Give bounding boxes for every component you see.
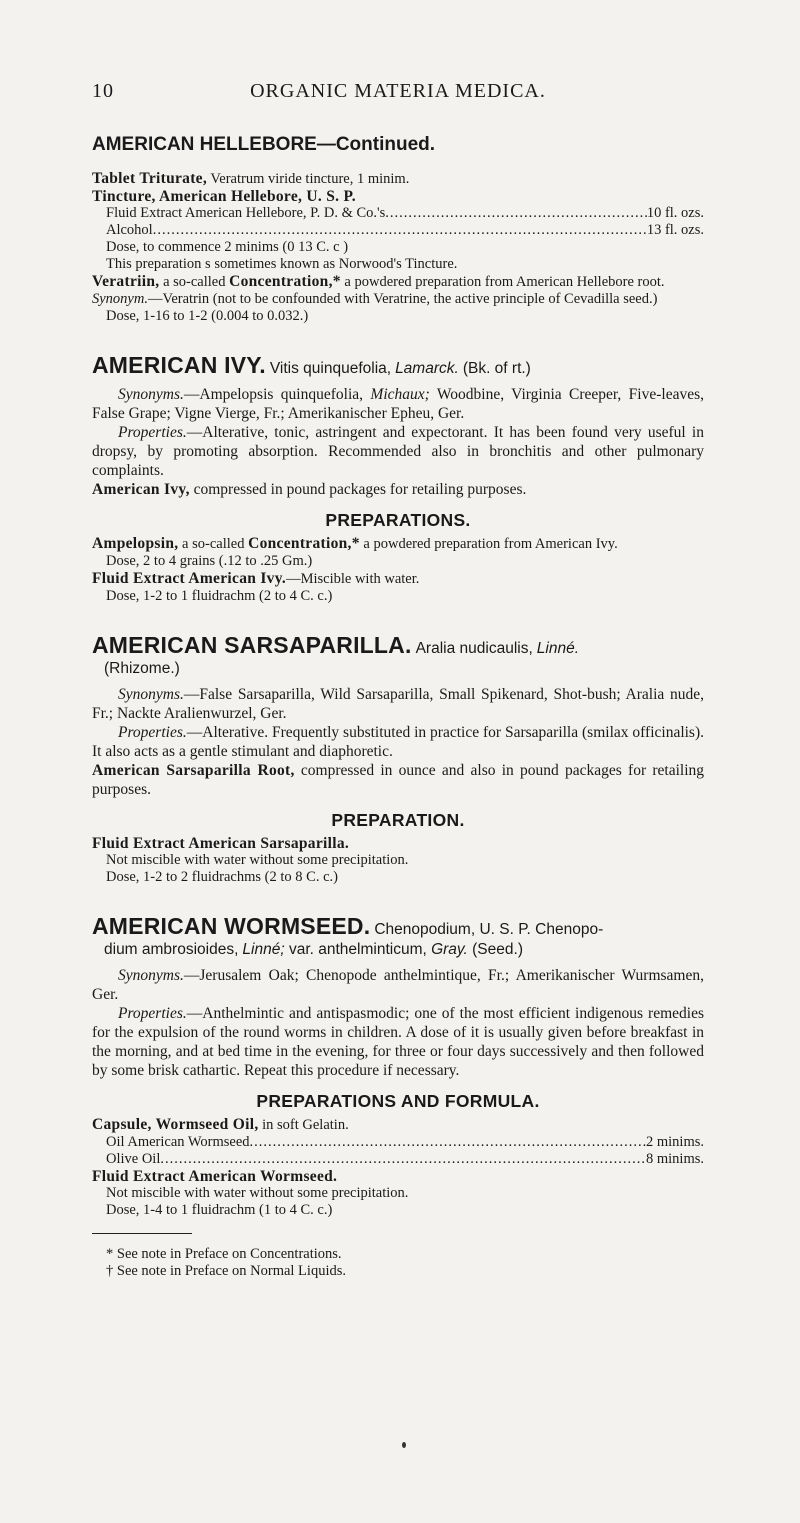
drug-title: AMERICAN SARSAPARILLA. <box>92 632 412 658</box>
dose-line: Dose, 1-4 to 1 fluidrachm (1 to 4 C. c.) <box>106 1202 333 1218</box>
author-italic: Michaux; <box>370 386 430 403</box>
properties-paragraph <box>92 723 704 761</box>
plant-part: (Seed.) <box>467 941 523 958</box>
latin-name: Chenopodium, U. S. P. Chenopo- <box>374 921 604 938</box>
properties-text: —Alterative, tonic, astringent and expectorant. It has been found very useful in dropsy, by promoting absorption. Recommended also in bronchitis and other pulmonary complaints. <box>92 424 704 479</box>
section-american-hellebore-continued <box>92 134 704 325</box>
latin-name: Aralia nudicaulis, <box>415 640 533 657</box>
leader-dots <box>160 1151 646 1168</box>
entry-label: Tablet Triturate, <box>92 170 208 187</box>
botanical-author: Linné. <box>536 640 580 657</box>
ingredient-line <box>92 205 704 222</box>
leader-dots <box>385 205 647 222</box>
compressed-paragraph <box>92 480 704 499</box>
page-number: 10 <box>92 80 114 102</box>
entry-label: Ampelopsin, <box>92 535 179 552</box>
entry-label: Fluid Extract American Wormseed. <box>92 1168 338 1185</box>
footnote: * See note in Preface on Concentrations. <box>106 1246 342 1262</box>
entry-label: Capsule, Wormseed Oil, <box>92 1116 259 1133</box>
synonyms-paragraph <box>92 385 704 423</box>
botanical-author: Lamarck. <box>395 360 459 377</box>
fluid-extract-entry <box>92 835 704 886</box>
entry-text: a so-called <box>178 536 249 552</box>
drug-title: AMERICAN WORMSEED. <box>92 913 371 939</box>
compressed-paragraph <box>92 761 704 799</box>
leader-dots <box>250 1134 646 1151</box>
tablet-triturate-entry <box>92 170 704 188</box>
synonym-label: Synonym. <box>92 291 148 307</box>
entry-text: Not miscible with water without some precipitation. <box>106 1185 409 1201</box>
synonyms-text: Woodbine, Virginia Creeper, Five-leaves, False Grape; Vigne Vierge, Fr.; Amerikanischer Epheu, Ger. <box>92 386 704 422</box>
ingredient-name: Fluid Extract American Hellebore, P. D. & Co.'s <box>106 205 386 221</box>
plant-part: (Rhizome.) <box>104 660 180 677</box>
running-head <box>92 80 704 120</box>
ingredient-line <box>92 1151 704 1168</box>
synonyms-paragraph <box>92 685 704 723</box>
preparations-heading: PREPARATIONS AND FORMULA. <box>256 1091 540 1111</box>
latin-name: Vitis quinquefolia, <box>269 360 392 377</box>
concentration-label: Concentration,* <box>248 535 360 552</box>
dose-line: Dose, 1-2 to 2 fluidrachms (2 to 8 C. c.) <box>106 869 338 885</box>
synonyms-label: Synonyms. <box>118 967 184 984</box>
synonyms-label: Synonyms. <box>118 686 184 703</box>
entry-text: a powdered preparation from American Hellebore root. <box>340 274 665 290</box>
entry-text: compressed in ounce and also in pound packages for retailing purposes. <box>92 762 704 798</box>
synonym-text: —Veratrin (not to be confounded with Veratrine, the active principle of Cevadilla seed.) <box>147 291 658 307</box>
footnote-rule <box>92 1233 192 1234</box>
fluid-extract-entry <box>92 1168 704 1219</box>
concentration-label: Concentration,* <box>229 273 341 290</box>
book-page <box>0 80 800 1523</box>
tincture-entry <box>92 188 704 273</box>
capsule-entry <box>92 1116 704 1168</box>
ingredient-name: Olive Oil <box>106 1151 161 1167</box>
ingredient-line <box>92 222 704 239</box>
section-heading <box>92 632 704 679</box>
synonyms-text: —Ampelopsis quinquefolia, <box>183 386 371 403</box>
dose-line: Dose, to commence 2 minims (0 13 C. c ) <box>106 239 349 255</box>
entry-text: Veratrum viride tincture, 1 minim. <box>207 171 410 187</box>
properties-label: Properties. <box>118 1005 187 1022</box>
preparations-heading: PREPARATIONS. <box>325 510 471 530</box>
plant-part: (Bk. of rt.) <box>462 360 531 377</box>
latin-name: dium ambrosioides, <box>104 941 239 958</box>
ingredient-qty: 10 fl. ozs. <box>646 205 704 221</box>
section-heading <box>92 352 704 379</box>
entry-text: compressed in pound packages for retailing purposes. <box>189 481 527 498</box>
synonyms-label: Synonyms. <box>118 386 184 403</box>
latin-variety: var. anthelminticum, <box>284 941 432 958</box>
properties-text: —Alterative. Frequently substituted in practice for Sarsaparilla (smilax officinalis). It also acts as a gentle stimulant and diaphoretic. <box>92 724 704 760</box>
ingredient-qty: 13 fl. ozs. <box>646 222 704 238</box>
dose-line: Dose, 1-16 to 1-2 (0.004 to 0.032.) <box>106 308 309 324</box>
ingredient-name: Oil American Wormseed <box>106 1134 250 1150</box>
section-american-sarsaparilla <box>92 632 704 886</box>
botanical-author: Gray. <box>431 941 468 958</box>
dose-line: Dose, 1-2 to 1 fluidrachm (2 to 4 C. c.) <box>106 588 333 604</box>
veratriin-entry <box>92 273 704 325</box>
entry-label: Fluid Extract American Ivy. <box>92 570 287 587</box>
ingredient-name: Alcohol <box>106 222 153 238</box>
properties-text: —Anthelmintic and antispasmodic; one of the most efficient indigenous remedies for the expulsion of the round worms in children. A dose of it is usually given before breakfast in the morning, and at bed time in the evening, for three or four days successively and then followed by some brisk cathartic. Repeat this procedure if necessary. <box>92 1005 704 1079</box>
section-heading: AMERICAN HELLEBORE—Continued. <box>92 134 436 155</box>
ingredient-qty: 2 minims. <box>645 1134 704 1150</box>
running-title: ORGANIC MATERIA MEDICA. <box>250 80 546 102</box>
preparation-heading: PREPARATION. <box>331 810 465 830</box>
entry-label: American Sarsaparilla Root, <box>92 762 295 779</box>
entry-text: —Miscible with water. <box>286 571 420 587</box>
properties-label: Properties. <box>118 724 187 741</box>
section-heading <box>92 913 704 960</box>
properties-paragraph <box>92 423 704 480</box>
section-american-ivy <box>92 352 704 605</box>
entry-text: a powdered preparation from American Ivy. <box>359 536 618 552</box>
drug-title: AMERICAN IVY. <box>92 352 266 378</box>
properties-label: Properties. <box>118 424 187 441</box>
entry-label: Veratriin, <box>92 273 160 290</box>
entry-label: Fluid Extract American Sarsaparilla. <box>92 835 350 852</box>
leader-dots <box>153 222 647 239</box>
entry-text: a so-called <box>159 274 230 290</box>
footnote: † See note in Preface on Normal Liquids. <box>106 1263 346 1279</box>
entry-text: Not miscible with water without some precipitation. <box>106 852 409 868</box>
synonyms-paragraph <box>92 966 704 1004</box>
ingredient-line <box>92 1134 704 1151</box>
section-american-wormseed <box>92 913 704 1219</box>
footnotes <box>92 1233 704 1280</box>
ingredient-qty: 8 minims. <box>645 1151 704 1167</box>
fluid-extract-entry <box>92 570 704 605</box>
entry-text: in soft Gelatin. <box>258 1117 349 1133</box>
botanical-author: Linné; <box>242 941 285 958</box>
dose-line: Dose, 2 to 4 grains (.12 to .25 Gm.) <box>106 553 313 569</box>
note-line: This preparation s sometimes known as Norwood's Tincture. <box>106 256 458 272</box>
entry-label: American Ivy, <box>92 481 190 498</box>
ampelopsin-entry <box>92 535 704 570</box>
synonyms-text: —False Sarsaparilla, Wild Sarsaparilla, Small Spikenard, Shot-bush; Aralia nude, Fr.; Nackte Aralienwurzel, Ger. <box>92 686 704 722</box>
properties-paragraph <box>92 1004 704 1080</box>
entry-label: Tincture, American Hellebore, U. S. P. <box>92 188 356 205</box>
synonyms-text: —Jerusalem Oak; Chenopode anthelmintique, Fr.; Amerikanischer Wurmsamen, Ger. <box>92 967 704 1003</box>
